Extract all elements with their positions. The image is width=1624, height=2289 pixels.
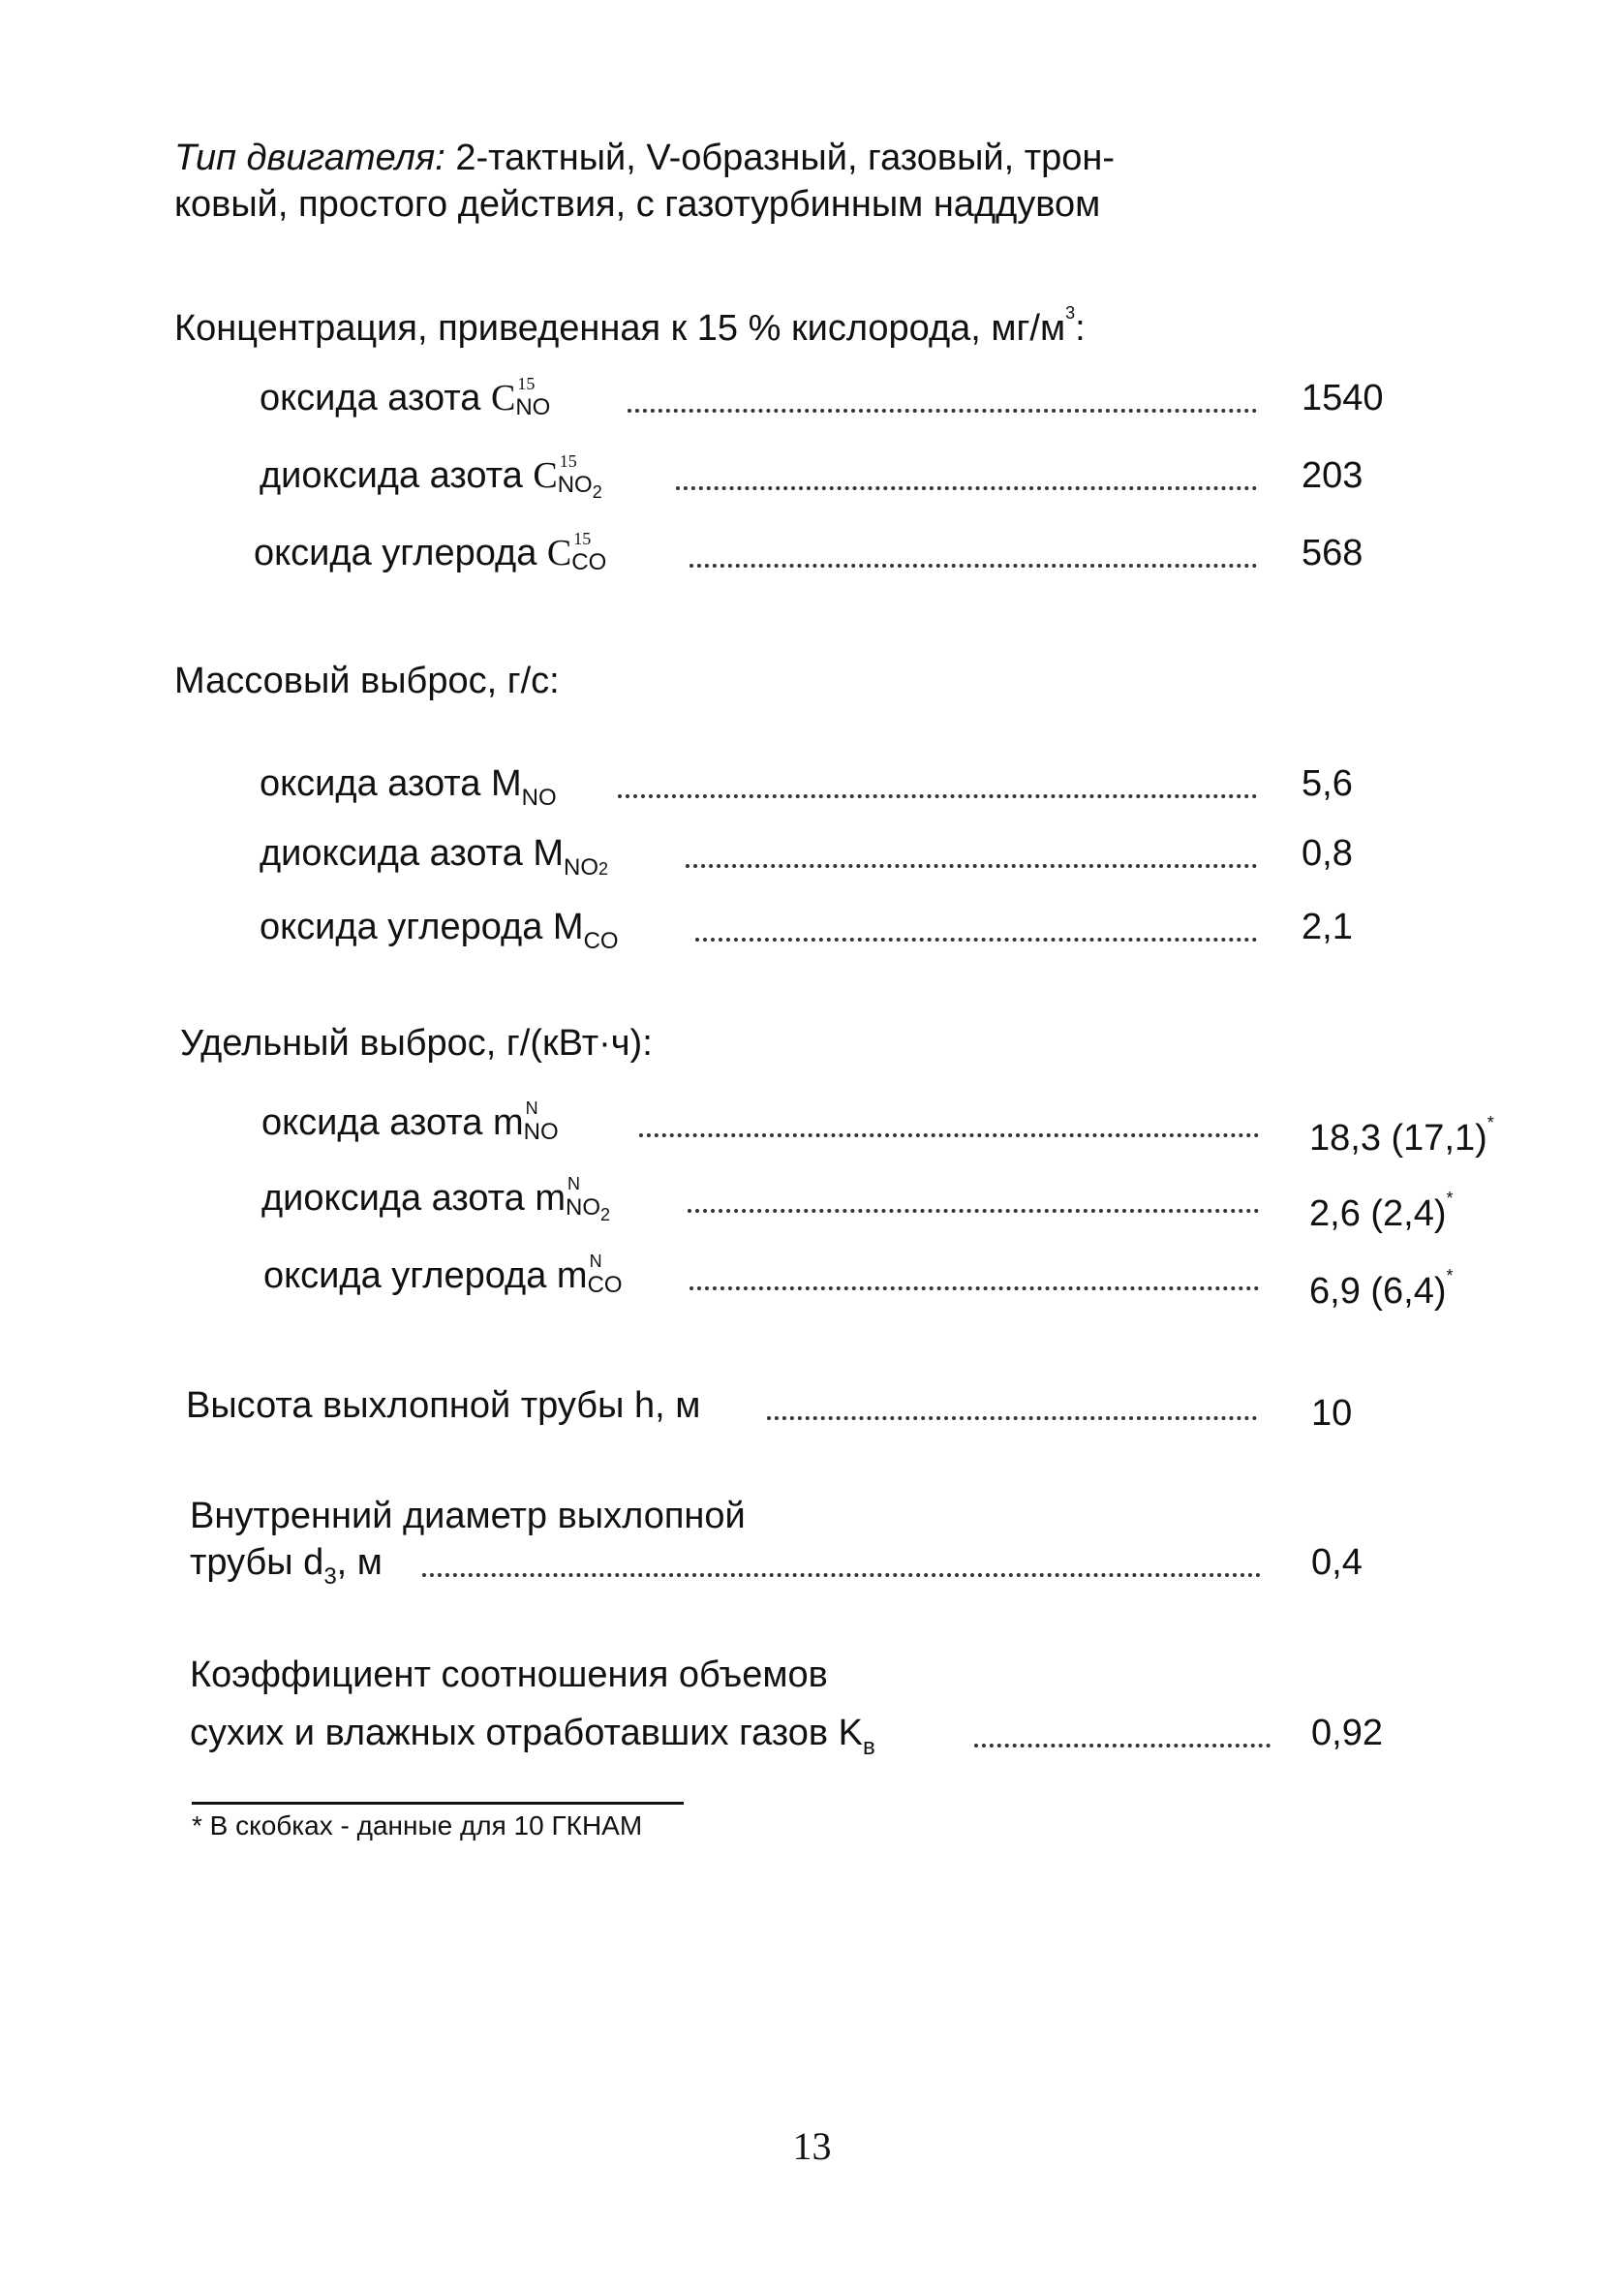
specific-row-co (263, 1252, 1522, 1312)
dot-leader (767, 1383, 1257, 1420)
symbol: m (492, 1102, 524, 1143)
row-value (1309, 1176, 1454, 1236)
row-label (260, 831, 618, 891)
dot-leader (422, 1540, 1261, 1577)
concentration-row-co (254, 531, 1412, 575)
symbol-sup: N (525, 1098, 538, 1118)
coefficient-row (190, 1711, 1449, 1760)
row-label (261, 1174, 643, 1224)
row-value: 568 (1302, 533, 1364, 573)
mass-row-no2 (260, 831, 1412, 881)
symbol-sup: N (567, 1174, 581, 1193)
symbol-sub-text: NO (564, 854, 599, 881)
row-label-text: оксида углерода (263, 1255, 547, 1296)
specific-title: Удельный выброс, г/(кВт·ч): (180, 1023, 653, 1064)
symbol-indices (588, 1253, 638, 1298)
symbol-sub: CO (583, 928, 619, 954)
dot-leader (676, 453, 1257, 490)
symbol-indices (571, 531, 622, 575)
engine-type-line-2: ковый, простого действия, с газотурбинным наддувом (174, 184, 1101, 225)
symbol-sub2: 2 (598, 859, 609, 879)
concentration-title-text: Концентрация, приведенная к 15 % кислорода, мг/м (174, 308, 1066, 349)
specific-row-no (261, 1098, 1520, 1159)
diameter-unit: , м (336, 1542, 383, 1583)
symbol-sub: NO (523, 1119, 559, 1145)
row-label-text: оксида углерода (260, 907, 543, 947)
row-label-text: оксида азота (260, 763, 481, 804)
row-value: 2,1 (1302, 907, 1353, 947)
symbol-sub-text: NO (566, 1194, 601, 1221)
symbol: C (490, 378, 516, 418)
symbol-indices (515, 376, 566, 420)
footnote-rule (192, 1802, 684, 1805)
symbol-indices (557, 451, 626, 502)
dot-leader (618, 761, 1257, 798)
row-label (260, 451, 635, 502)
diameter-label (190, 1540, 392, 1599)
concentration-unit-exp: 3 (1065, 303, 1076, 323)
row-label (254, 531, 631, 575)
dot-leader (688, 1176, 1259, 1213)
concentration-row-no2 (260, 451, 1412, 502)
symbol-sub (564, 854, 608, 881)
specific-row-no2 (261, 1174, 1520, 1234)
symbol: C (533, 455, 558, 496)
footnote-mark: * (1446, 1189, 1454, 1208)
symbol-sub: NO (521, 785, 557, 811)
row-label-text: оксида углерода (254, 533, 537, 573)
symbol-sub2: 2 (600, 1205, 611, 1224)
row-value: 1540 (1302, 378, 1384, 418)
dot-leader (689, 1253, 1259, 1290)
dot-leader (689, 531, 1257, 568)
symbol-sub: CO (587, 1272, 623, 1298)
dot-leader (686, 831, 1257, 868)
footnote-mark: * (1486, 1113, 1494, 1132)
row-value-text: 2,6 (2,4) (1309, 1193, 1447, 1234)
symbol: M (490, 763, 522, 804)
concentration-title (174, 291, 1086, 351)
page-number: 13 (792, 2124, 832, 2168)
symbol: M (533, 833, 565, 874)
symbol-sub (566, 1195, 610, 1227)
symbol: M (552, 907, 584, 947)
symbol-sub: CO (571, 549, 607, 575)
diameter-row (190, 1540, 1449, 1590)
coefficient-label (190, 1711, 885, 1770)
symbol-sub2: 2 (592, 482, 602, 502)
row-label-text: оксида азота (260, 378, 481, 418)
row-label (261, 1100, 584, 1145)
row-label (260, 376, 575, 420)
row-value (1309, 1253, 1454, 1314)
symbol: C (546, 533, 572, 573)
diameter-line-1: Внутренний диаметр выхлопной (190, 1496, 746, 1536)
row-value: 0,8 (1302, 833, 1353, 874)
row-value-text: 18,3 (17,1) (1309, 1118, 1487, 1159)
row-value: 203 (1302, 455, 1364, 496)
symbol-sup: N (589, 1252, 602, 1271)
row-label (263, 1253, 648, 1298)
height-label: Высота выхлопной трубы h, м (186, 1383, 710, 1428)
row-label-text: диоксида азота (261, 1178, 525, 1219)
symbol-sub-text: NO (557, 472, 593, 498)
symbol-sup: 15 (517, 374, 536, 393)
mass-row-no (260, 761, 1412, 811)
diameter-label-text: трубы d (190, 1542, 324, 1583)
row-label-text: диоксида азота (260, 455, 523, 496)
symbol-indices (566, 1174, 633, 1224)
mass-row-co (260, 905, 1412, 954)
row-label (260, 905, 628, 964)
engine-type-line-1 (174, 136, 1115, 180)
symbol-sup: 15 (573, 529, 592, 548)
diameter-sub: 3 (323, 1563, 337, 1590)
mass-title: Массовый выброс, г/с: (174, 661, 560, 701)
concentration-title-end: : (1075, 308, 1086, 349)
row-value: 5,6 (1302, 763, 1353, 804)
dot-leader (695, 905, 1257, 942)
symbol-sub: NO (515, 394, 551, 420)
row-label-text: оксида азота (261, 1102, 483, 1143)
height-row (186, 1383, 1445, 1434)
symbol: m (535, 1178, 567, 1219)
engine-type-text-1: 2-тактный, V-образный, газовый, трон- (455, 138, 1116, 178)
coefficient-value: 0,92 (1311, 1713, 1383, 1753)
dot-leader (639, 1100, 1259, 1137)
row-value (1309, 1100, 1494, 1160)
coefficient-label-text: сухих и влажных отработавших газов K (190, 1713, 864, 1753)
height-value: 10 (1311, 1393, 1353, 1434)
coefficient-line-1: Коэффициент соотношения объемов (190, 1655, 828, 1695)
row-value-text: 6,9 (6,4) (1309, 1271, 1447, 1312)
concentration-row-no (260, 376, 1412, 420)
diameter-value: 0,4 (1311, 1542, 1363, 1583)
footnote: * В скобках - данные для 10 ГКНАМ (192, 1810, 643, 1840)
row-label-text: диоксида азота (260, 833, 523, 874)
row-label (260, 761, 567, 820)
coefficient-sub: в (863, 1734, 875, 1760)
symbol: m (556, 1255, 588, 1296)
footnote-mark: * (1446, 1266, 1454, 1285)
dot-leader (628, 376, 1257, 413)
symbol-sub (558, 473, 602, 505)
engine-type-label: Тип двигателя: (174, 138, 445, 178)
dot-leader (974, 1711, 1271, 1748)
symbol-sup: 15 (559, 451, 577, 471)
symbol-indices (524, 1100, 574, 1145)
